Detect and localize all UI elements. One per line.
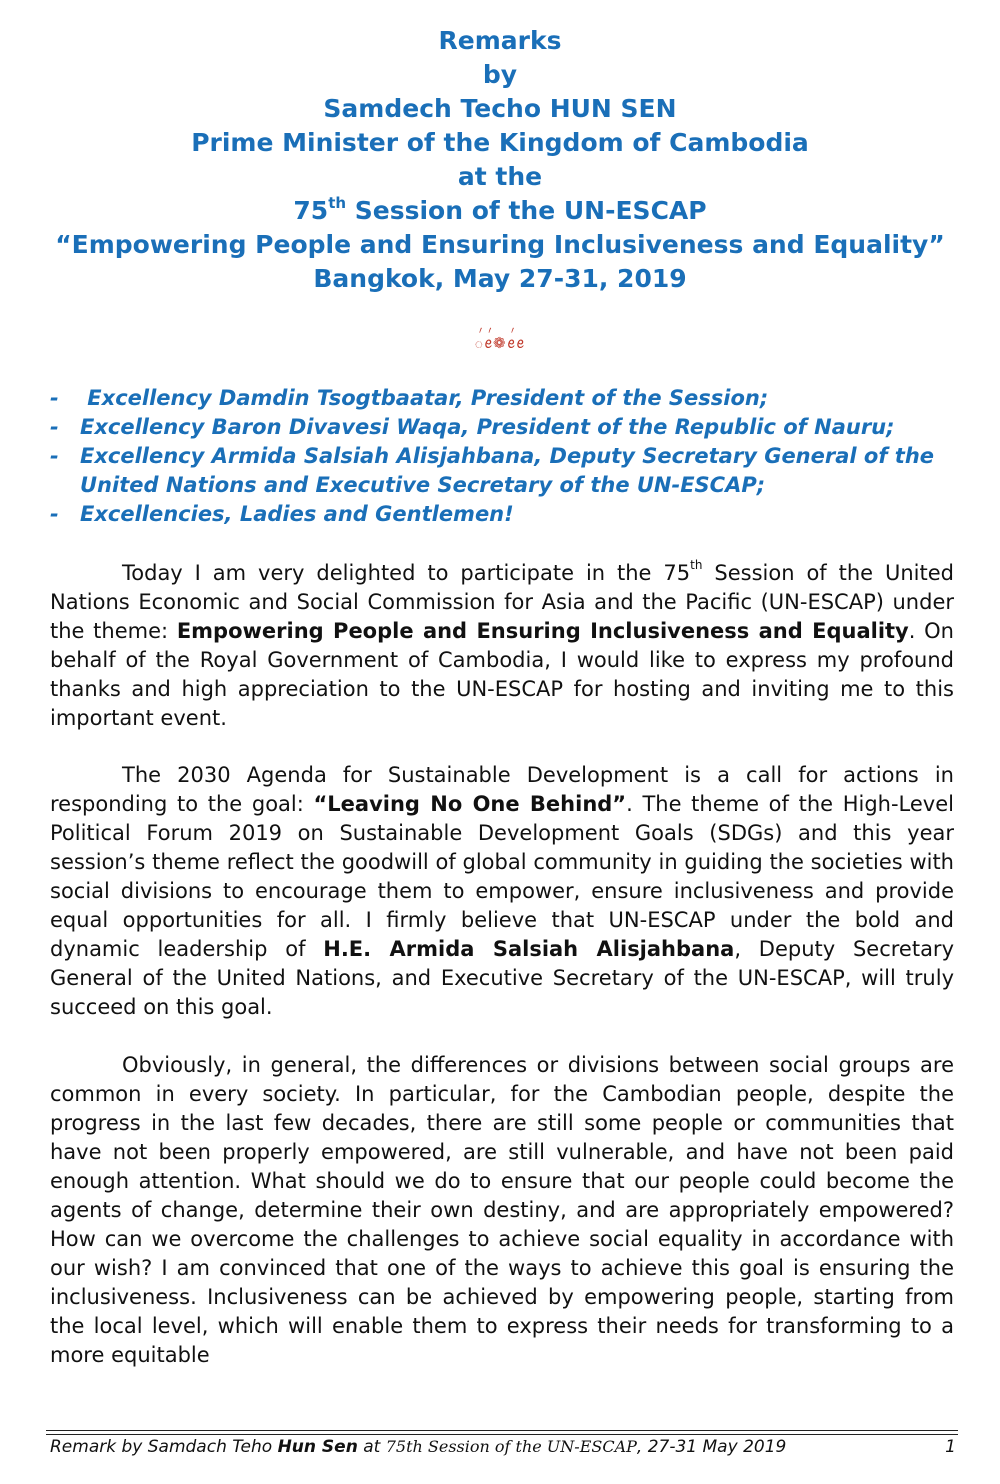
salutation-item: [50, 384, 950, 413]
salutation-text: Excellencies, Ladies and Gentlemen!: [80, 502, 514, 526]
paragraph-text: . On behalf of the Royal Government of Cambodia, I would like to express my profound thanks and high appreciation to the UN-ESCAP for hosting and inviting me to this important event.: [50, 619, 954, 730]
speaker-name: Samdech Techo HUN SEN: [323, 94, 677, 123]
salutation-item: [50, 442, 950, 471]
paragraph-text: Session of the United Nations Economic and Social Commission for Asia and the Pacific (UN-ESCAP) under the theme:: [50, 561, 955, 643]
salutation-dash: -: [50, 386, 59, 410]
name-emphasis: H.E. Armida Salsiah Alisjahbana: [323, 937, 735, 961]
paragraph-text: , Deputy Secretary General of the United Nations, and Executive Secretary of the UN-ESCAP, will truly succeed on this goal.: [50, 937, 954, 1019]
theme-emphasis: Empowering People and Ensuring Inclusiveness and Equality: [176, 619, 909, 643]
paragraph-text: Today I am very delighted to participate in the 75: [122, 561, 691, 585]
footer-text: at: [357, 1437, 386, 1457]
session-number-suffix: th: [328, 193, 347, 212]
speaker-title: Prime Minister of the Kingdom of Cambodia: [191, 128, 809, 157]
footer-divider: [46, 1430, 958, 1431]
page-number: 1: [945, 1437, 956, 1457]
session-title: [0, 194, 1000, 228]
salutation-dash: -: [50, 502, 59, 526]
footer-name: Hun Sen: [277, 1437, 358, 1457]
title-remarks: Remarks: [438, 26, 562, 55]
paragraph-3: [50, 1051, 954, 1370]
paragraph-1: [50, 559, 954, 733]
paragraph-text: . The theme of the High-Level Political Forum 2019 on Sustainable Development Goals (SDGs) and this year session’s theme reflect the goodwill of global community in guiding the societies with social divisions to encourage them to empower, ensure inclusiveness and provide equal opportunities for all. I firmly believe that UN-ESCAP under the bold and dynamic leadership of: [50, 792, 954, 961]
footer-text: Remark by Samdach Teho: [50, 1437, 278, 1457]
ornament-divider: ꪿ꫀ꪿❁ꫀ꪿ꫀ: [475, 334, 525, 352]
salutation-text: Excellency Armida Salsiah Alisjahbana, Deputy Secretary General of the: [80, 444, 935, 468]
page-footer: [50, 1437, 956, 1457]
ordinal-suffix: th: [690, 558, 703, 572]
footer-date: , 27-31 May 2019: [636, 1437, 787, 1457]
session-number: 75: [293, 196, 329, 225]
title-by: by: [482, 60, 518, 89]
session-theme: “Empowering People and Ensuring Inclusiveness and Equality”: [55, 230, 945, 259]
salutation-item: [50, 500, 950, 529]
footer-session: 75th Session of the UN-ESCAP: [385, 1437, 637, 1456]
salutation-dash: -: [50, 415, 59, 439]
salutation-item: [50, 413, 950, 442]
salutation-text: Excellency Baron Divavesi Waqa, President of the Republic of Nauru;: [80, 415, 895, 439]
event-location-date: Bangkok, May 27-31, 2019: [313, 264, 687, 293]
salutation-text: United Nations and Executive Secretary of the UN-ESCAP;: [80, 473, 766, 497]
paragraph-text: The 2030 Agenda for Sustainable Development is a call for actions in responding to the goal:: [50, 763, 954, 816]
title-at-the: at the: [457, 162, 543, 191]
goal-emphasis: “Leaving No One Behind”: [313, 792, 627, 816]
salutation-text: Excellency Damdin Tsogtbaatar, President of the Session;: [80, 386, 769, 410]
salutations-list: [50, 384, 950, 529]
paragraph-text: Obviously, in general, the differences or divisions between social groups are common in every society. In particular, for the Cambodian people, despite the progress in the last few decades, there are still some people or communities that have not been properly empowered, are still vulnerable, and have not been paid enough attention. What should we do to ensure that our people could become the agents of change, determine their own destiny, and are appropriately empowered? How can we overcome the challenges to achieve social equality in accordance with our wish? I am convinced that one of the ways to achieve this goal is ensuring the inclusiveness. Inclusiveness can be achieved by empowering people, starting from the local level, which will enable them to express their needs for transforming to a more equitable: [50, 1053, 954, 1367]
footer-divider: [46, 1434, 958, 1435]
salutation-dash: -: [50, 444, 59, 468]
salutation-item-continuation: [50, 471, 950, 500]
paragraph-2: [50, 761, 954, 1022]
title-block: [0, 24, 1000, 296]
session-name: Session of the UN-ESCAP: [346, 196, 707, 225]
